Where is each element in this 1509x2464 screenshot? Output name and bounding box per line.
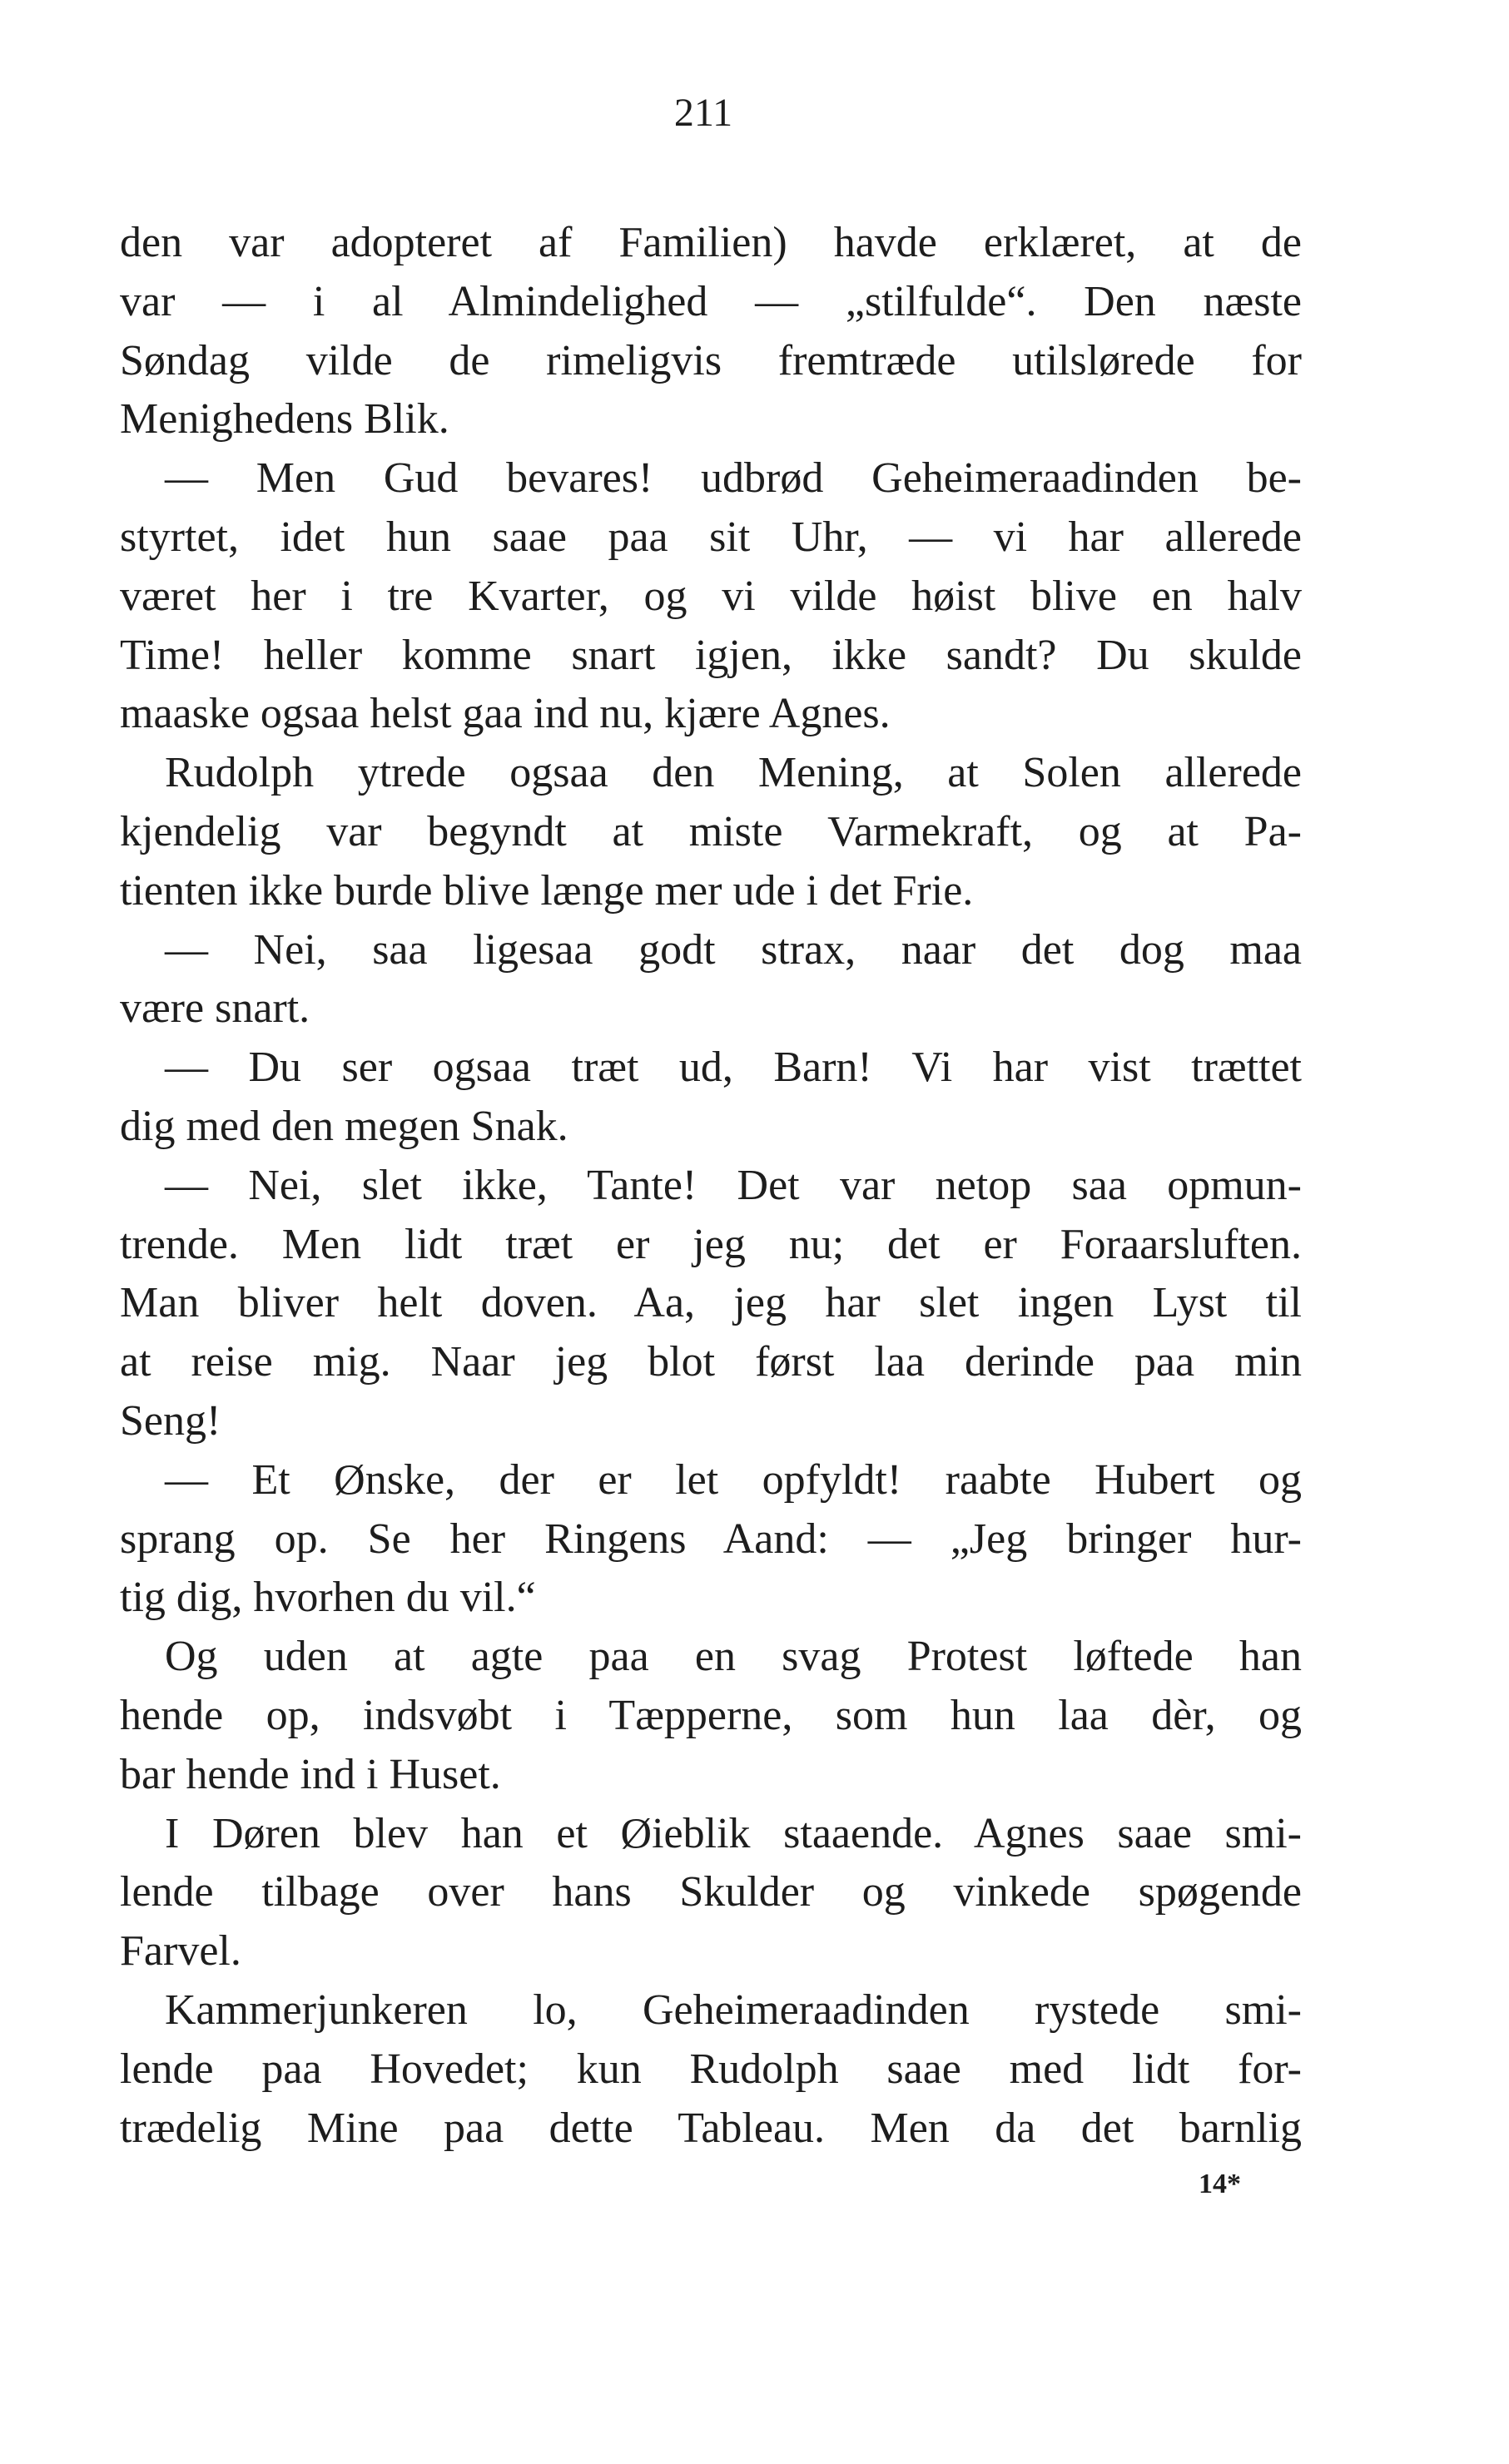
text-line: Kammerjunkeren lo, Geheimeraadinden rystede smi-	[165, 1986, 1302, 2034]
text-line: I Døren blev han et Øieblik staaende. Agnes saae smi-	[165, 1809, 1302, 1857]
text-line: Søndag vilde de rimeligvis fremtræde utilslørede for	[120, 336, 1302, 384]
text-line: Menighedens Blik.	[120, 395, 449, 444]
text-line: sprang op. Se her Ringens Aand: — „Jeg bringer hur-	[120, 1515, 1302, 1563]
text-line: — Nei, saa ligesaa godt strax, naar det dog maa	[165, 925, 1302, 974]
signature-mark: 14*	[1199, 2169, 1241, 2199]
text-line: Seng!	[120, 1396, 221, 1445]
text-line: den var adopteret af Familien) havde erklæret, at de	[120, 219, 1302, 266]
text-line: — Nei, slet ikke, Tante! Det var netop saa opmun-	[165, 1161, 1302, 1209]
text-line: maaske ogsaa helst gaa ind nu, kjære Agnes.	[120, 690, 891, 738]
text-line: lende paa Hovedet; kun Rudolph saae med lidt for-	[120, 2045, 1302, 2093]
text-line: styrtet, idet hun saae paa sit Uhr, — vi har allerede	[120, 513, 1302, 561]
body-text	[120, 214, 1302, 2158]
text-line: Og uden at agte paa en svag Protest løftede han	[165, 1633, 1302, 1681]
text-line: var — i al Almindelighed — „stilfulde“. Den næste	[120, 277, 1302, 325]
text-line: lende tilbage over hans Skulder og vinkede spøgende	[120, 1868, 1302, 1916]
text-line: Time! heller komme snart igjen, ikke sandt? Du skulde	[120, 631, 1302, 679]
text-line: trædelig Mine paa dette Tableau. Men da det barnlig	[120, 2104, 1302, 2152]
text-line: trende. Men lidt træt er jeg nu; det er Foraarsluften.	[120, 1220, 1302, 1268]
text-line: været her i tre Kvarter, og vi vilde høist blive en halv	[120, 572, 1302, 620]
text-line: — Et Ønske, der er let opfyldt! raabte Hubert og	[165, 1455, 1302, 1504]
text-line: kjendelig var begyndt at miste Varmekraft, og at Pa-	[120, 807, 1302, 855]
text-line: Rudolph ytrede ogsaa den Mening, at Solen allerede	[165, 749, 1302, 797]
page-number: 211	[673, 91, 733, 135]
text-line: dig med den megen Snak.	[120, 1102, 568, 1150]
text-line: at reise mig. Naar jeg blot først laa derinde paa min	[120, 1338, 1302, 1386]
text-line: tienten ikke burde blive længe mer ude i det Frie.	[120, 866, 974, 915]
text-line: tig dig, hvorhen du vil.“	[120, 1574, 536, 1622]
text-line: hende op, indsvøbt i Tæpperne, som hun laa dèr, og	[120, 1691, 1302, 1739]
text-line: bar hende ind i Huset.	[120, 1750, 501, 1798]
text-line: — Du ser ogsaa træt ud, Barn! Vi har vist trættet	[165, 1044, 1302, 1092]
text-line: Man bliver helt doven. Aa, jeg har slet ingen Lyst til	[120, 1279, 1302, 1327]
text-line: Farvel.	[120, 1927, 241, 1976]
text-line: — Men Gud bevares! udbrød Geheimeraadinden be-	[165, 454, 1302, 503]
text-line: være snart.	[120, 984, 310, 1033]
